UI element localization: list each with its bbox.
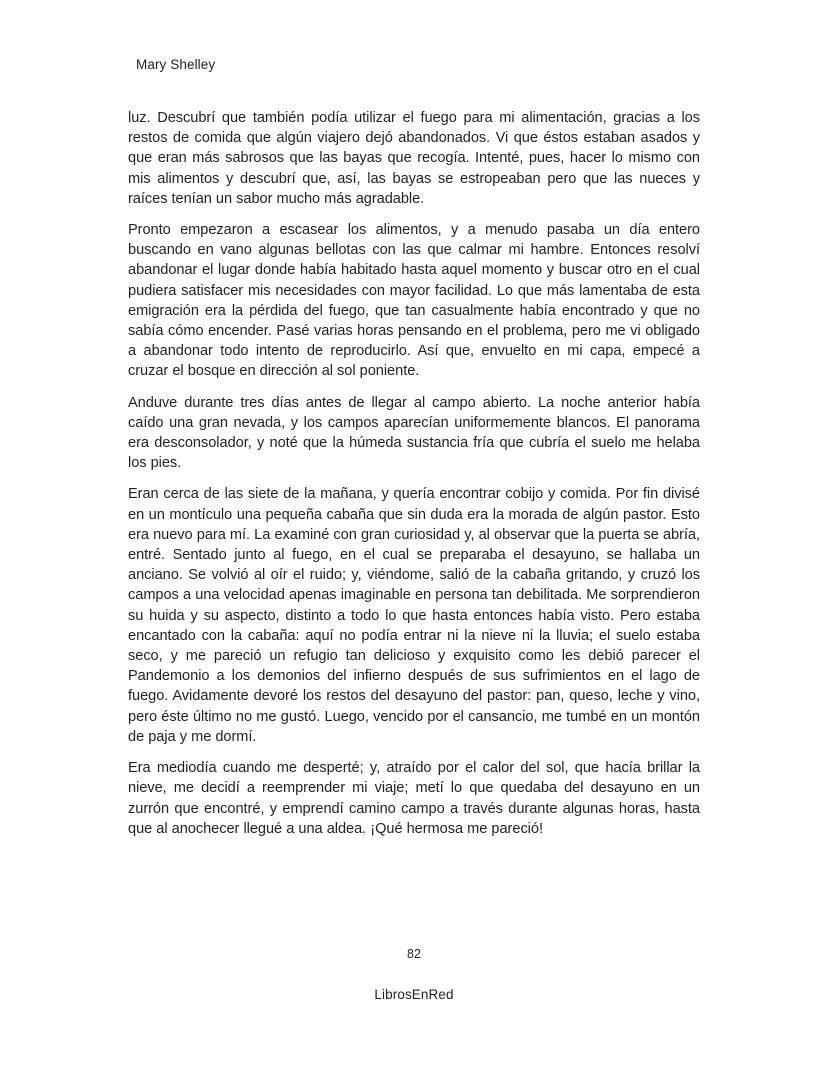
running-head-author: Mary Shelley — [136, 57, 216, 72]
body-paragraph: luz. Descubrí que también podía utilizar el fuego para mi alimentación, gracias a los restos de comida que algún viajero dejó abandonados. Vi que éstos estaban asados y que eran más sabrosos que las bayas que recogía. Intenté, pues, hacer lo mismo con mis alimentos y descubrí que, así, las bayas se estropeaban pero que las nueces y raíces tenían un sabor mucho más agradable. — [128, 110, 700, 207]
publisher-imprint: LibrosEnRed — [374, 987, 454, 1002]
body-paragraph: Anduve durante tres días antes de llegar al campo abierto. La noche anterior había caído una gran nevada, y los campos aparecían uniformemente blancos. El panorama era desconsolador, y noté que la húmeda sustancia fría que cubría el suelo me helaba los pies. — [128, 394, 700, 472]
page-footer — [0, 946, 828, 1004]
page-number: 82 — [407, 947, 421, 961]
body-paragraph: Era mediodía cuando me desperté; y, atraído por el calor del sol, que hacía brillar la nieve, me decidí a reemprender mi viaje; metí lo que quedaba del desayuno en un zurrón que encontré, y emprendí camino campo a través durante algunas horas, hasta que al anochecer llegué a una aldea. ¡Qué hermosa me pareció! — [128, 760, 700, 837]
body-paragraph: Eran cerca de las siete de la mañana, y quería encontrar cobijo y comida. Por fin divisé en un montículo una pequeña cabaña que sin duda era la morada de algún pastor. Esto era nuevo para mí. La examiné con gran curiosidad y, al observar que la puerta se abría, entré. Sentado junto al fuego, en el cual se preparaba el desayuno, se hallaba un anciano. Se volvió al oír el ruido; y, viéndome, salió de la cabaña gritando, y cruzó los campos a una velocidad apenas imaginable en persona tan debilitada. Me sorprendieron su huida y su aspecto, distinto a todo lo que hasta entonces había visto. Pero estaba encantado con la cabaña: aquí no podía entrar ni la nieve ni la lluvia; el suelo estaba seco, y me pareció un refugio tan delicioso y exquisito como les debió parecer el Pandemonio a los demonios del infierno después de sus sufrimientos en el lago de fuego. Avidamente devoré los restos del desayuno del pastor: pan, queso, leche y vino, pero éste último no me gustó. Luego, vencido por el cansancio, me tumbé en un montón de paja y me dormí. — [128, 486, 700, 745]
body-text-block — [128, 108, 700, 839]
body-paragraph: Pronto empezaron a escasear los alimentos, y a menudo pasaba un día entero buscando en vano algunas bellotas con las que calmar mi hambre. Entonces resolví abandonar el lugar donde había habitado hasta aquel momento y buscar otro en el cual pudiera satisfacer mis necesidades con mayor facilidad. Lo que más lamentaba de esta emigración era la pérdida del fuego, que tan casualmente había encontrado y que no sabía cómo encender. Pasé varias horas pensando en el problema, pero me vi obligado a abandonar todo intento de reproducirlo. Así que, envuelto en mi capa, empecé a cruzar el bosque en dirección al sol poniente. — [128, 222, 700, 380]
